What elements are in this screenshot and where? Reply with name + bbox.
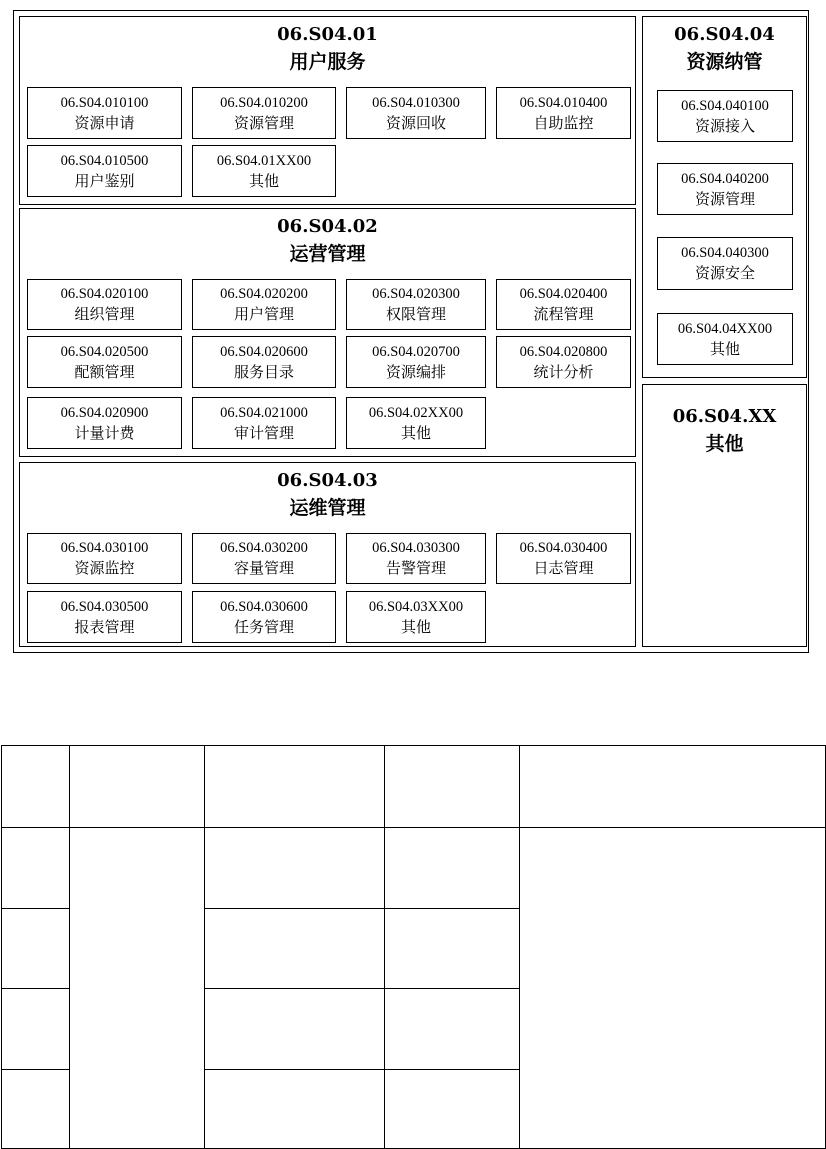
module-name: 审计管理 (233, 423, 294, 442)
module-box (346, 279, 486, 330)
table-cell (2, 989, 70, 1070)
table-cell (205, 828, 385, 909)
module-box (192, 87, 336, 139)
module-code: 06.S04.010300 (372, 94, 460, 111)
module-box (657, 313, 793, 365)
module-name: 资源回收 (385, 113, 446, 132)
module-box (657, 237, 793, 290)
module-name: 资源安全 (694, 264, 755, 282)
table-cell (205, 1070, 385, 1149)
panel-code: 06.S04.01 (277, 24, 378, 45)
module-name: 其他 (709, 339, 740, 358)
module-name: 流程管理 (533, 305, 594, 323)
module-box (496, 533, 631, 584)
module-code: 06.S04.04XX00 (677, 320, 773, 337)
table-cell (205, 746, 385, 828)
module-box (192, 397, 336, 449)
module-code: 06.S04.030500 (60, 598, 149, 615)
module-code: 06.S04.030200 (220, 540, 308, 556)
module-box (192, 145, 336, 197)
module-box (27, 533, 182, 584)
panel-code: 06.S04.04 (674, 24, 775, 45)
module-code: 06.S04.020300 (372, 286, 460, 302)
module-name: 配额管理 (74, 362, 135, 381)
module-name: 告警管理 (385, 559, 446, 577)
table-cell (70, 828, 205, 1149)
module-name: 组织管理 (74, 305, 135, 323)
module-box (496, 336, 631, 388)
module-box (27, 145, 182, 197)
module-box (657, 90, 793, 142)
module-code: 06.S04.020500 (60, 343, 149, 360)
module-code: 06.S04.030600 (220, 598, 308, 615)
module-name: 计量计费 (74, 423, 135, 442)
panel-user-service (19, 16, 636, 205)
module-box (27, 87, 182, 139)
module-code: 06.S04.020100 (60, 286, 149, 302)
module-code: 06.S04.020900 (60, 404, 149, 421)
module-code: 06.S04.020700 (372, 343, 460, 360)
table-cell (385, 989, 520, 1070)
panel-code: 06.S04.02 (277, 216, 378, 237)
panel-operation-management (19, 208, 636, 457)
module-name: 服务目录 (233, 362, 294, 381)
module-code: 06.S04.020600 (220, 343, 308, 360)
table-cell (2, 909, 70, 989)
table-cell (2, 1070, 70, 1149)
table-header-row (2, 746, 826, 828)
module-box (346, 533, 486, 584)
module-name: 任务管理 (233, 617, 294, 636)
module-box (346, 591, 486, 643)
panel-title: 运维管理 (289, 497, 366, 519)
module-code: 06.S04.040100 (681, 97, 769, 114)
diagram-frame (13, 10, 809, 653)
table-cell (385, 746, 520, 828)
module-name: 报表管理 (74, 617, 135, 636)
module-box (192, 279, 336, 330)
module-code: 06.S04.010200 (220, 94, 308, 111)
module-code: 06.S04.040200 (681, 170, 769, 187)
module-name: 资源接入 (694, 116, 755, 135)
module-code: 06.S04.020800 (519, 343, 608, 360)
empty-table (1, 745, 826, 1149)
module-box (346, 336, 486, 388)
module-box (192, 591, 336, 643)
panel-other (642, 384, 807, 647)
module-code: 06.S04.021000 (220, 404, 308, 421)
table-cell (385, 828, 520, 909)
module-code: 06.S04.040300 (681, 245, 769, 261)
module-code: 06.S04.030100 (60, 540, 149, 556)
module-name: 资源申请 (74, 113, 135, 132)
module-code: 06.S04.01XX00 (216, 152, 312, 169)
panel-title: 资源纳管 (686, 51, 763, 73)
panel-title: 其他 (705, 433, 744, 455)
module-code: 06.S04.010500 (60, 152, 149, 169)
module-name: 其他 (400, 617, 431, 636)
table-cell (385, 909, 520, 989)
module-code: 06.S04.03XX00 (368, 598, 464, 615)
module-name: 用户鉴别 (74, 171, 135, 190)
panel-title: 用户服务 (289, 51, 366, 73)
table-cell (520, 828, 826, 1149)
module-name: 其他 (248, 171, 279, 190)
panel-code: 06.S04.03 (277, 470, 378, 491)
module-name: 统计分析 (533, 362, 594, 381)
panel-resource-management (642, 16, 807, 378)
table-cell (2, 746, 70, 828)
module-box (27, 279, 182, 330)
module-code: 06.S04.020400 (519, 286, 608, 302)
module-name: 权限管理 (385, 305, 446, 323)
module-box (496, 279, 631, 330)
module-box (192, 336, 336, 388)
module-code: 06.S04.030400 (519, 540, 608, 556)
module-code: 06.S04.030300 (372, 540, 460, 556)
module-box (27, 336, 182, 388)
module-name: 资源管理 (694, 189, 755, 208)
module-box (346, 87, 486, 139)
panel-ops-maintenance (19, 462, 636, 647)
module-name: 容量管理 (233, 559, 294, 577)
table-cell (205, 909, 385, 989)
panel-code: 06.S04.XX (672, 406, 777, 427)
module-name: 资源编排 (385, 362, 446, 381)
table-cell (385, 1070, 520, 1149)
module-box (27, 397, 182, 449)
module-box (657, 163, 793, 215)
module-name: 其他 (400, 423, 431, 442)
table-row (2, 828, 826, 909)
module-box (27, 591, 182, 643)
table-cell (70, 746, 205, 828)
module-box (496, 87, 631, 139)
table-cell (520, 746, 826, 828)
table-cell (2, 828, 70, 909)
module-code: 06.S04.010100 (60, 94, 149, 111)
module-box (192, 533, 336, 584)
module-name: 自助监控 (533, 113, 594, 132)
panel-title: 运营管理 (289, 243, 366, 265)
module-code: 06.S04.020200 (220, 286, 308, 302)
table-cell (205, 989, 385, 1070)
module-code: 06.S04.010400 (519, 94, 608, 111)
module-code: 06.S04.02XX00 (368, 404, 464, 421)
module-name: 用户管理 (233, 305, 294, 323)
module-name: 资源监控 (74, 559, 135, 577)
module-box (346, 397, 486, 449)
module-name: 日志管理 (533, 559, 594, 577)
module-name: 资源管理 (233, 113, 294, 132)
